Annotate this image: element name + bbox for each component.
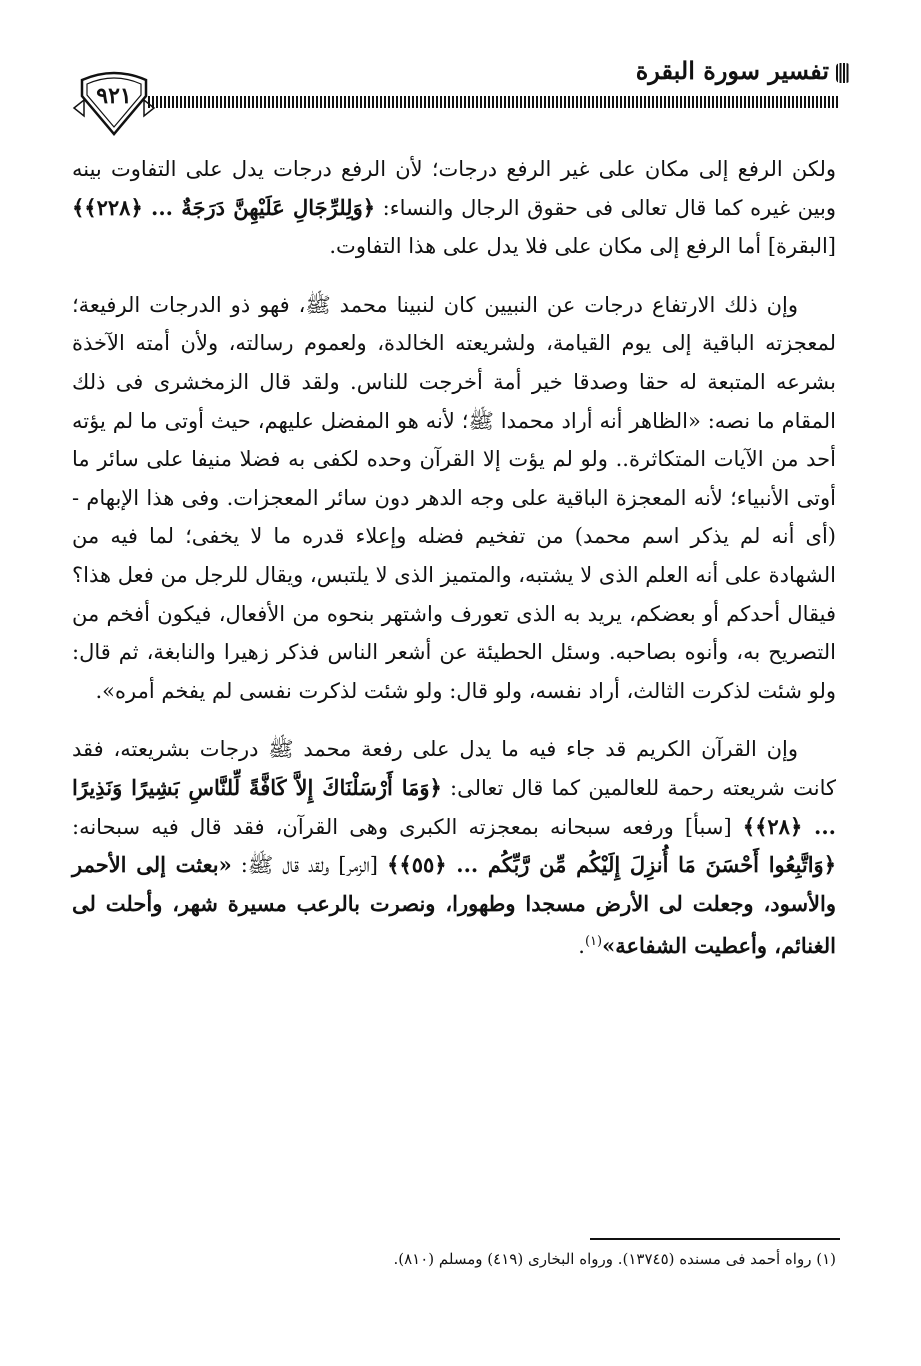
footnote-divider <box>590 1238 840 1240</box>
paragraph-text: [الزمر] ولقد قال ﷺ: <box>231 853 388 878</box>
paragraph <box>72 730 836 966</box>
quran-verse: ﴿وَمَا أَرْسَلْنَاكَ إِلاَّ كَافَّةً لِّلنَّاسِ بَشِيرًا وَنَذِيرًا ... ﴿٢٨﴾﴾ <box>72 774 836 839</box>
paragraph-text: وإن القرآن الكريم قد جاء فيه ما يدل على رفعة محمد ﷺ درجات بشريعته، فقد كانت شريعته رحمة للعالمين كما قال تعالى: <box>72 737 836 800</box>
paragraph-text: [البقرة] أما الرفع إلى مكان على فلا يدل على هذا التفاوت. <box>329 234 836 259</box>
paragraph-text: [سبأ] ورفعه سبحانه بمعجزته الكبرى وهى القرآن، فقد قال فيه سبحانه: <box>72 814 743 839</box>
header-rule <box>148 96 838 108</box>
paragraph-text: . <box>578 934 585 959</box>
quran-verse: ﴿وَاتَّبِعُوا أَحْسَنَ مَا أُنزِلَ إِلَيْكُم مِّن رَّبِّكُم ... ﴿٥٥﴾﴾ <box>387 852 836 878</box>
footnote-marker: (١) <box>584 934 603 950</box>
page-body <box>72 150 836 966</box>
page-header <box>0 0 921 150</box>
book-title: تفسير سورة البقرة <box>635 56 829 85</box>
paragraph-text: وإن ذلك الارتفاع درجات عن النبيين كان لنبينا محمد ﷺ، فهو ذو الدرجات الرفيعة؛ لمعجزته الباقية إلى يوم القيامة، ولشريعته الخالدة، ولعموم رسالته، ولأن أمته الآخذة بشرعه المتبعة له حقا وصدقا خير أمة أخرجت للناس. ولقد قال الزمخشرى فى ذلك المقام ما نصه: «الظاهر أنه أراد محمدا ﷺ؛ لأنه هو المفضل عليهم، حيث أوتى ما لم يؤته أحد من الآيات المتكاثرة.. ولو لم يؤت إلا القرآن وحده لكفى به فضلا منيفا على سائر ما أوتى الأنبياء؛ لأنه المعجزة الباقية على وجه الدهر دون سائر المعجزات. وفى هذا الإبهام - (أى أنه لم يذكر اسم محمد) من تفخيم فضله وإعلاء قدره ما لا يخفى؛ لما فيه من الشهادة على أنه العلم الذى لا يشتبه، والمتميز الذى لا يلتبس، ويقال للرجل من فعل هذا؟ فيقال أحدكم أو بعضكم، يريد به الذى تعورف واشتهر بنحوه من الأفعال، فيكون أفخم من التصريح به، وأنوه بصاحبه. وسئل الحطيئة عن أشعر الناس فذكر زهيرا والنابغة، ثم قال: ولو شئت لذكرت الثالث، أراد نفسه، ولو قال: ولو شئت لذكرت نفسى لم يفخم أمره». <box>72 292 836 703</box>
hadith-quote: «بعثت إلى الأحمر والأسود، وجعلت لى الأرض مسجدا وطهورا، ونصرت بالرعب مسيرة شهر، وأحلت لى الغنائم، وأعطيت الشفاعة» <box>72 852 836 959</box>
paragraph <box>72 150 836 266</box>
paragraph <box>72 286 836 711</box>
page-number-badge <box>72 58 156 144</box>
header-ornament-icon <box>836 63 850 83</box>
paragraph-text: ولكن الرفع إلى مكان على غير الرفع درجات؛ لأن الرفع درجات يدل على التفاوت بينه وبين غيره كما قال تعالى فى حقوق الرجال والنساء: <box>72 157 836 220</box>
footnote: (١) رواه أحمد فى مسنده (١٣٧٤٥). ورواه البخارى (٤١٩) ومسلم (٨١٠). <box>393 1250 836 1268</box>
page-number: ٩٢١ <box>96 83 132 109</box>
quran-verse: ﴿وَلِلرِّجَالِ عَلَيْهِنَّ دَرَجَةٌ ... ﴿٢٢٨﴾﴾ <box>72 194 376 220</box>
